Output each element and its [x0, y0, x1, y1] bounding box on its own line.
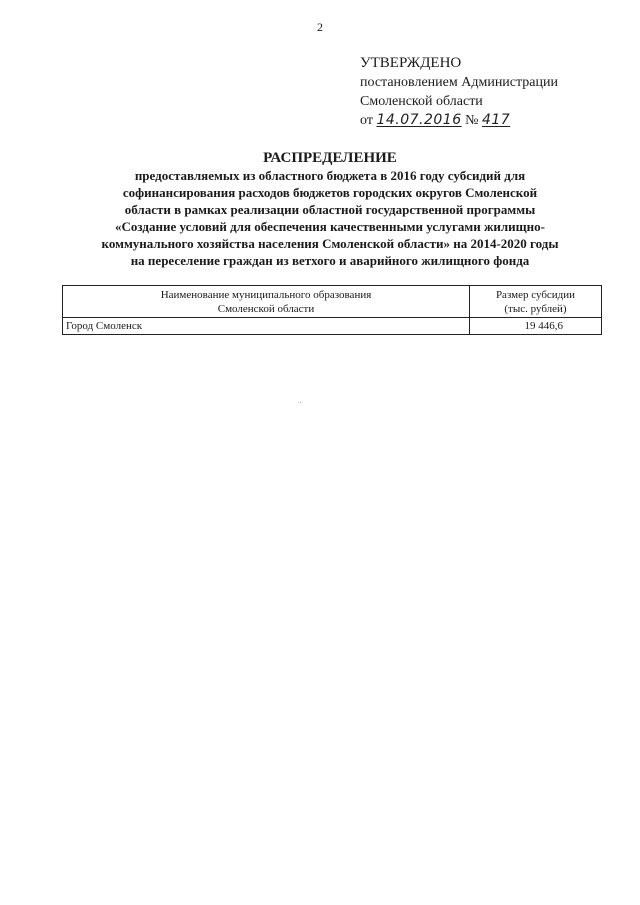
- approval-title: УТВЕРЖДЕНО: [360, 55, 462, 71]
- subsidy-table: [62, 285, 602, 335]
- table-row: [63, 318, 602, 335]
- approval-number-sign: №: [465, 113, 479, 128]
- approval-from-label: от: [360, 113, 373, 128]
- header-municipality: [63, 286, 470, 318]
- approval-date-line: [360, 111, 600, 130]
- header-amount-line2: (тыс. рублей): [504, 302, 567, 315]
- header-amount-line1: Размер субсидии: [495, 288, 576, 301]
- header-municipality-line2: Смоленской области: [217, 302, 315, 315]
- subtitle-line: предоставляемых из областного бюджета в 2016 году субсидий для: [134, 168, 526, 183]
- subtitle-line: области в рамках реализации областной государственной программы: [124, 202, 536, 217]
- header-subsidy-amount: [470, 286, 602, 318]
- scan-speck: [300, 402, 301, 403]
- table-header-row: [63, 286, 602, 318]
- header-municipality-line1: Наименование муниципального образования: [160, 288, 372, 301]
- subtitle-line: софинансирования расходов бюджетов городских округов Смоленской: [122, 185, 538, 200]
- subtitle-line: на переселение граждан из ветхого и аварийного жилищного фонда: [130, 253, 530, 268]
- row-subsidy-amount: 19 446,6: [470, 318, 602, 335]
- subtitle-line: «Создание условий для обеспечения качественными услугами жилищно-: [115, 219, 545, 234]
- subtitle-line: коммунального хозяйства населения Смоленской области» на 2014-2020 годы: [101, 236, 559, 251]
- document-heading: РАСПРЕДЕЛЕНИЕ: [263, 150, 397, 166]
- approval-number: 417: [481, 112, 511, 128]
- approval-block: [360, 54, 600, 130]
- document-subtitle: [55, 167, 605, 269]
- approval-authority: постановлением Администрации: [360, 75, 558, 90]
- page-number: 2: [317, 20, 323, 34]
- row-municipality-name: Город Смоленск: [63, 318, 470, 335]
- approval-date: 14.07.2016: [376, 112, 462, 128]
- approval-region: Смоленской области: [360, 94, 483, 109]
